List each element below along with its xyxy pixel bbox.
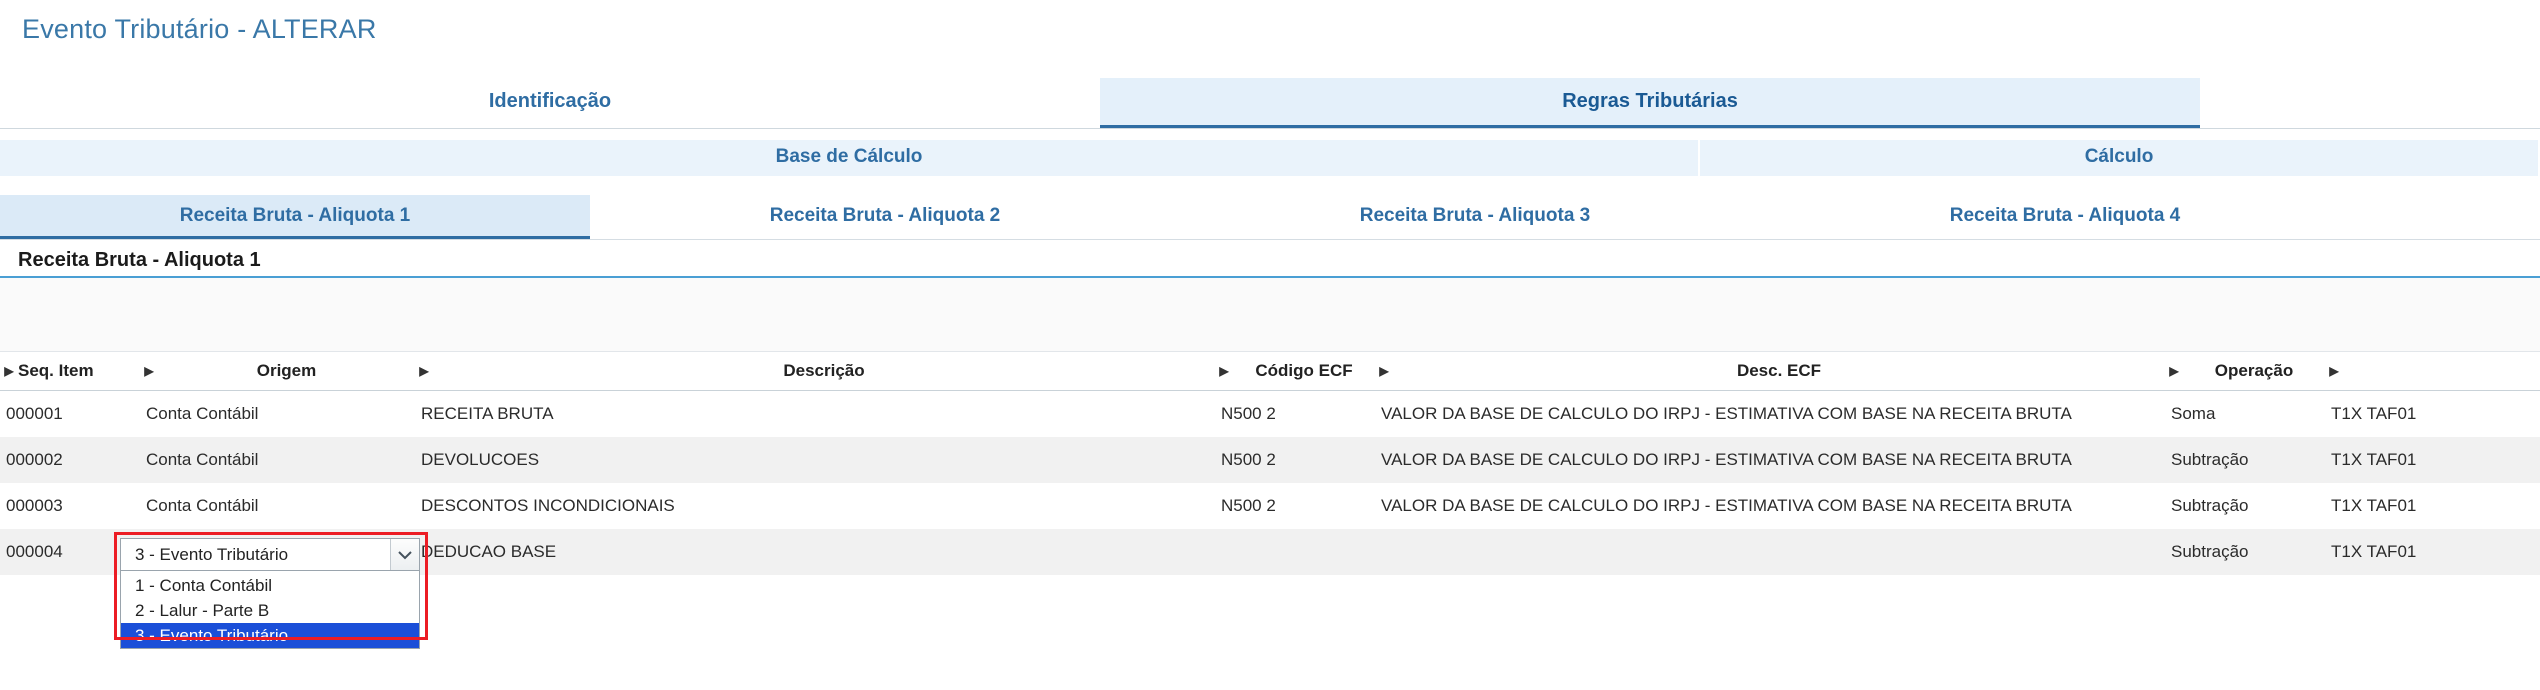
tab-receita-bruta-aliquota-2-label: Receita Bruta - Aliquota 2 [769, 205, 1001, 226]
cell-codigo-ecf: N500 2 [1221, 450, 1276, 469]
tab-base-de-calculo[interactable] [0, 140, 1700, 176]
tab-receita-bruta-aliquota-2[interactable] [590, 195, 1180, 239]
column-header-codigo-ecf[interactable] [1215, 352, 1375, 390]
origem-dropdown-value: 3 - Evento Tributário [135, 544, 289, 564]
cell-desc-ecf: VALOR DA BASE DE CALCULO DO IRPJ - ESTIMATIVA COM BASE NA RECEITA BRUTA [1381, 404, 2072, 423]
cell-descricao: DEDUCAO BASE [421, 542, 557, 561]
cell-descricao: RECEITA BRUTA [421, 404, 554, 423]
origem-dropdown[interactable] [120, 538, 420, 649]
sort-arrow-icon[interactable]: ▶ [4, 364, 14, 378]
tabs-level1 [0, 78, 2540, 129]
tab-receita-bruta-aliquota-4[interactable] [1770, 195, 2360, 239]
grid-header-row [0, 352, 2540, 391]
cell-codigo-ecf [1215, 529, 1375, 575]
cell-origem: Conta Contábil [146, 496, 259, 515]
cell-origem: Conta Contábil [146, 404, 259, 423]
cell-desc-ecf [1375, 529, 2165, 575]
cell-desc-ecf: VALOR DA BASE DE CALCULO DO IRPJ - ESTIMATIVA COM BASE NA RECEITA BRUTA [1381, 450, 2072, 469]
tabs-level2 [0, 140, 2540, 176]
tab-regras-tributarias-label: Regras Tributárias [1562, 90, 1738, 112]
column-header-descricao[interactable] [415, 352, 1215, 390]
tab-regras-tributarias[interactable] [1100, 78, 2200, 128]
cell-operacao: Subtração [2171, 450, 2249, 469]
sort-arrow-icon[interactable]: ▶ [1379, 364, 1389, 378]
column-header-desc-ecf-label: Desc. ECF [1736, 361, 1822, 380]
tab-receita-bruta-aliquota-3-label: Receita Bruta - Aliquota 3 [1359, 205, 1591, 226]
tab-calculo[interactable] [1700, 140, 2540, 176]
tab-receita-bruta-aliquota-4-label: Receita Bruta - Aliquota 4 [1949, 205, 2181, 226]
tab-receita-bruta-aliquota-1[interactable] [0, 195, 590, 239]
tabs-level3 [0, 195, 2540, 240]
cell-operacao: Subtração [2171, 496, 2249, 515]
tab-receita-bruta-aliquota-1-label: Receita Bruta - Aliquota 1 [179, 205, 411, 226]
origem-dropdown-options[interactable] [120, 571, 420, 649]
cell-codigo-ecf: N500 2 [1221, 404, 1276, 423]
origem-dropdown-field[interactable] [120, 538, 420, 571]
column-header-codigo-ecf-label: Código ECF [1255, 361, 1353, 380]
cell-extra: T1X TAF01 [2331, 496, 2417, 515]
table-row[interactable] [0, 391, 2540, 437]
cell-seq: 000001 [6, 404, 63, 423]
tab-identificacao[interactable] [0, 78, 1100, 128]
column-header-operacao-label: Operação [2214, 361, 2294, 380]
section-header [0, 246, 2540, 278]
sort-arrow-icon[interactable]: ▶ [419, 364, 429, 378]
dropdown-option-conta-contabil[interactable]: 1 - Conta Contábil [135, 576, 273, 595]
sort-arrow-icon[interactable]: ▶ [144, 364, 154, 378]
cell-origem: Conta Contábil [146, 450, 259, 469]
dropdown-option-lalur-parte-b[interactable]: 2 - Lalur - Parte B [135, 601, 270, 620]
cell-seq: 000003 [6, 496, 63, 515]
table-row[interactable] [0, 483, 2540, 529]
sort-arrow-icon[interactable]: ▶ [2169, 364, 2179, 378]
column-header-descricao-label: Descrição [783, 361, 865, 380]
cell-seq: 000004 [6, 542, 63, 561]
cell-desc-ecf: VALOR DA BASE DE CALCULO DO IRPJ - ESTIMATIVA COM BASE NA RECEITA BRUTA [1381, 496, 2072, 515]
cell-codigo-ecf: N500 2 [1221, 496, 1276, 515]
tab-receita-bruta-aliquota-3[interactable] [1180, 195, 1770, 239]
dropdown-option-evento-tributario[interactable]: 3 - Evento Tributário [121, 623, 419, 648]
chevron-down-icon[interactable] [390, 539, 419, 570]
column-header-extra[interactable] [2325, 352, 2540, 390]
column-header-seq-item[interactable] [0, 352, 140, 390]
column-header-desc-ecf[interactable] [1375, 352, 2165, 390]
section-title: Receita Bruta - Aliquota 1 [18, 249, 261, 271]
tab-calculo-label: Cálculo [2084, 146, 2154, 167]
cell-extra: T1X TAF01 [2331, 542, 2417, 561]
cell-operacao: Soma [2171, 404, 2216, 423]
sort-arrow-icon[interactable]: ▶ [1219, 364, 1229, 378]
table-row[interactable] [0, 437, 2540, 483]
column-header-origem-label: Origem [256, 361, 317, 380]
cell-extra: T1X TAF01 [2331, 404, 2417, 423]
tab-identificacao-label: Identificação [488, 90, 612, 112]
cell-descricao: DEVOLUCOES [421, 450, 540, 469]
column-header-seq-item-label: Seq. Item [18, 361, 94, 380]
column-header-operacao[interactable] [2165, 352, 2325, 390]
cell-operacao: Subtração [2171, 542, 2249, 561]
cell-extra: T1X TAF01 [2331, 450, 2417, 469]
page-title: Evento Tributário - ALTERAR [22, 14, 377, 44]
column-header-origem[interactable] [140, 352, 415, 390]
cell-descricao: DESCONTOS INCONDICIONAIS [421, 496, 675, 515]
tab-base-de-calculo-label: Base de Cálculo [775, 146, 923, 167]
cell-seq: 000002 [6, 450, 63, 469]
sort-arrow-icon[interactable]: ▶ [2329, 364, 2339, 378]
toolbar-strip [0, 278, 2540, 352]
